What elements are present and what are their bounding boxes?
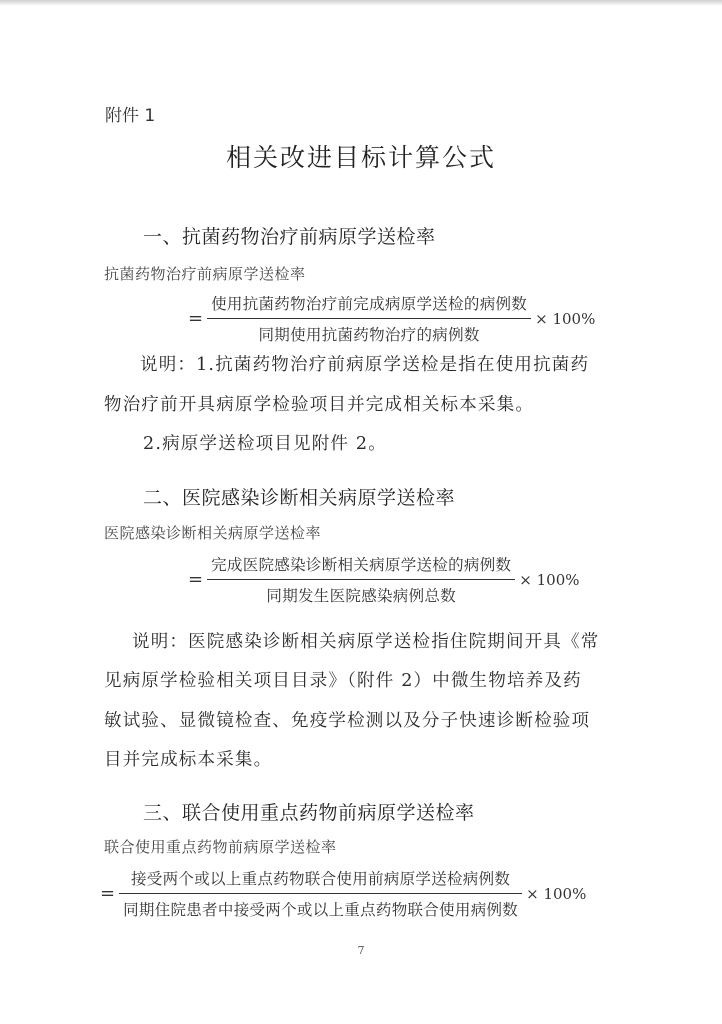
fraction: [207, 553, 515, 606]
fraction-bar: [207, 318, 531, 319]
note-line-2-4: 目并完成标本采集。: [104, 750, 273, 770]
fraction: [119, 867, 522, 920]
fraction-bar: [119, 893, 522, 894]
numerator: 接受两个或以上重点药物联合使用前病原学送检病例数: [131, 870, 511, 888]
equals-sign: =: [188, 569, 204, 590]
note-line-2-1: 说明：医院感染诊断相关病原学送检指住院期间开具《常: [132, 632, 600, 652]
section-heading-2: 二、医院感染诊断相关病原学送检率: [143, 487, 456, 509]
formula-name-2: 医院感染诊断相关病原学送检率: [104, 524, 322, 542]
attachment-label: 附件 1: [105, 106, 156, 126]
formula-name-1: 抗菌药物治疗前病原学送检率: [104, 265, 306, 283]
formula-2: [188, 553, 580, 606]
denominator: 同期发生医院感染病例总数: [266, 587, 456, 605]
scan-edge: [0, 0, 722, 6]
denominator: 同期使用抗菌药物治疗的病例数: [258, 326, 480, 344]
formula-1: [188, 292, 595, 345]
denominator: 同期住院患者中接受两个或以上重点药物联合使用病例数: [123, 901, 519, 919]
multiplier: × 100%: [519, 570, 580, 589]
section-heading-3: 三、联合使用重点药物前病原学送检率: [143, 802, 475, 824]
equals-sign: =: [188, 308, 204, 329]
formula-3: [100, 867, 586, 920]
note-line-1-1: 说明：1.抗菌药物治疗前病原学送检是指在使用抗菌药: [140, 355, 590, 375]
fraction: [207, 292, 531, 345]
formula-name-3: 联合使用重点药物前病原学送检率: [104, 838, 337, 856]
multiplier: × 100%: [535, 309, 596, 328]
equals-sign: =: [100, 883, 116, 904]
page-number: 7: [357, 944, 365, 957]
fraction-bar: [207, 579, 515, 580]
section-heading-1: 一、抗菌药物治疗前病原学送检率: [143, 226, 436, 248]
note-line-1-3: 2.病原学送检项目见附件 2。: [143, 434, 387, 454]
multiplier: × 100%: [526, 884, 587, 903]
note-line-2-3: 敏试验、显微镜检查、免疫学检测以及分子快速诊断检验项: [104, 711, 591, 731]
note-line-1-2: 物治疗前开具病原学检验项目并完成相关标本采集。: [104, 395, 535, 415]
numerator: 完成医院感染诊断相关病原学送检的病例数: [211, 556, 512, 574]
note-line-2-2: 见病原学检验相关项目目录》（附件 2）中微生物培养及药: [104, 671, 582, 691]
numerator: 使用抗菌药物治疗前完成病原学送检的病例数: [211, 295, 528, 313]
page-title: 相关改进目标计算公式: [225, 143, 496, 172]
